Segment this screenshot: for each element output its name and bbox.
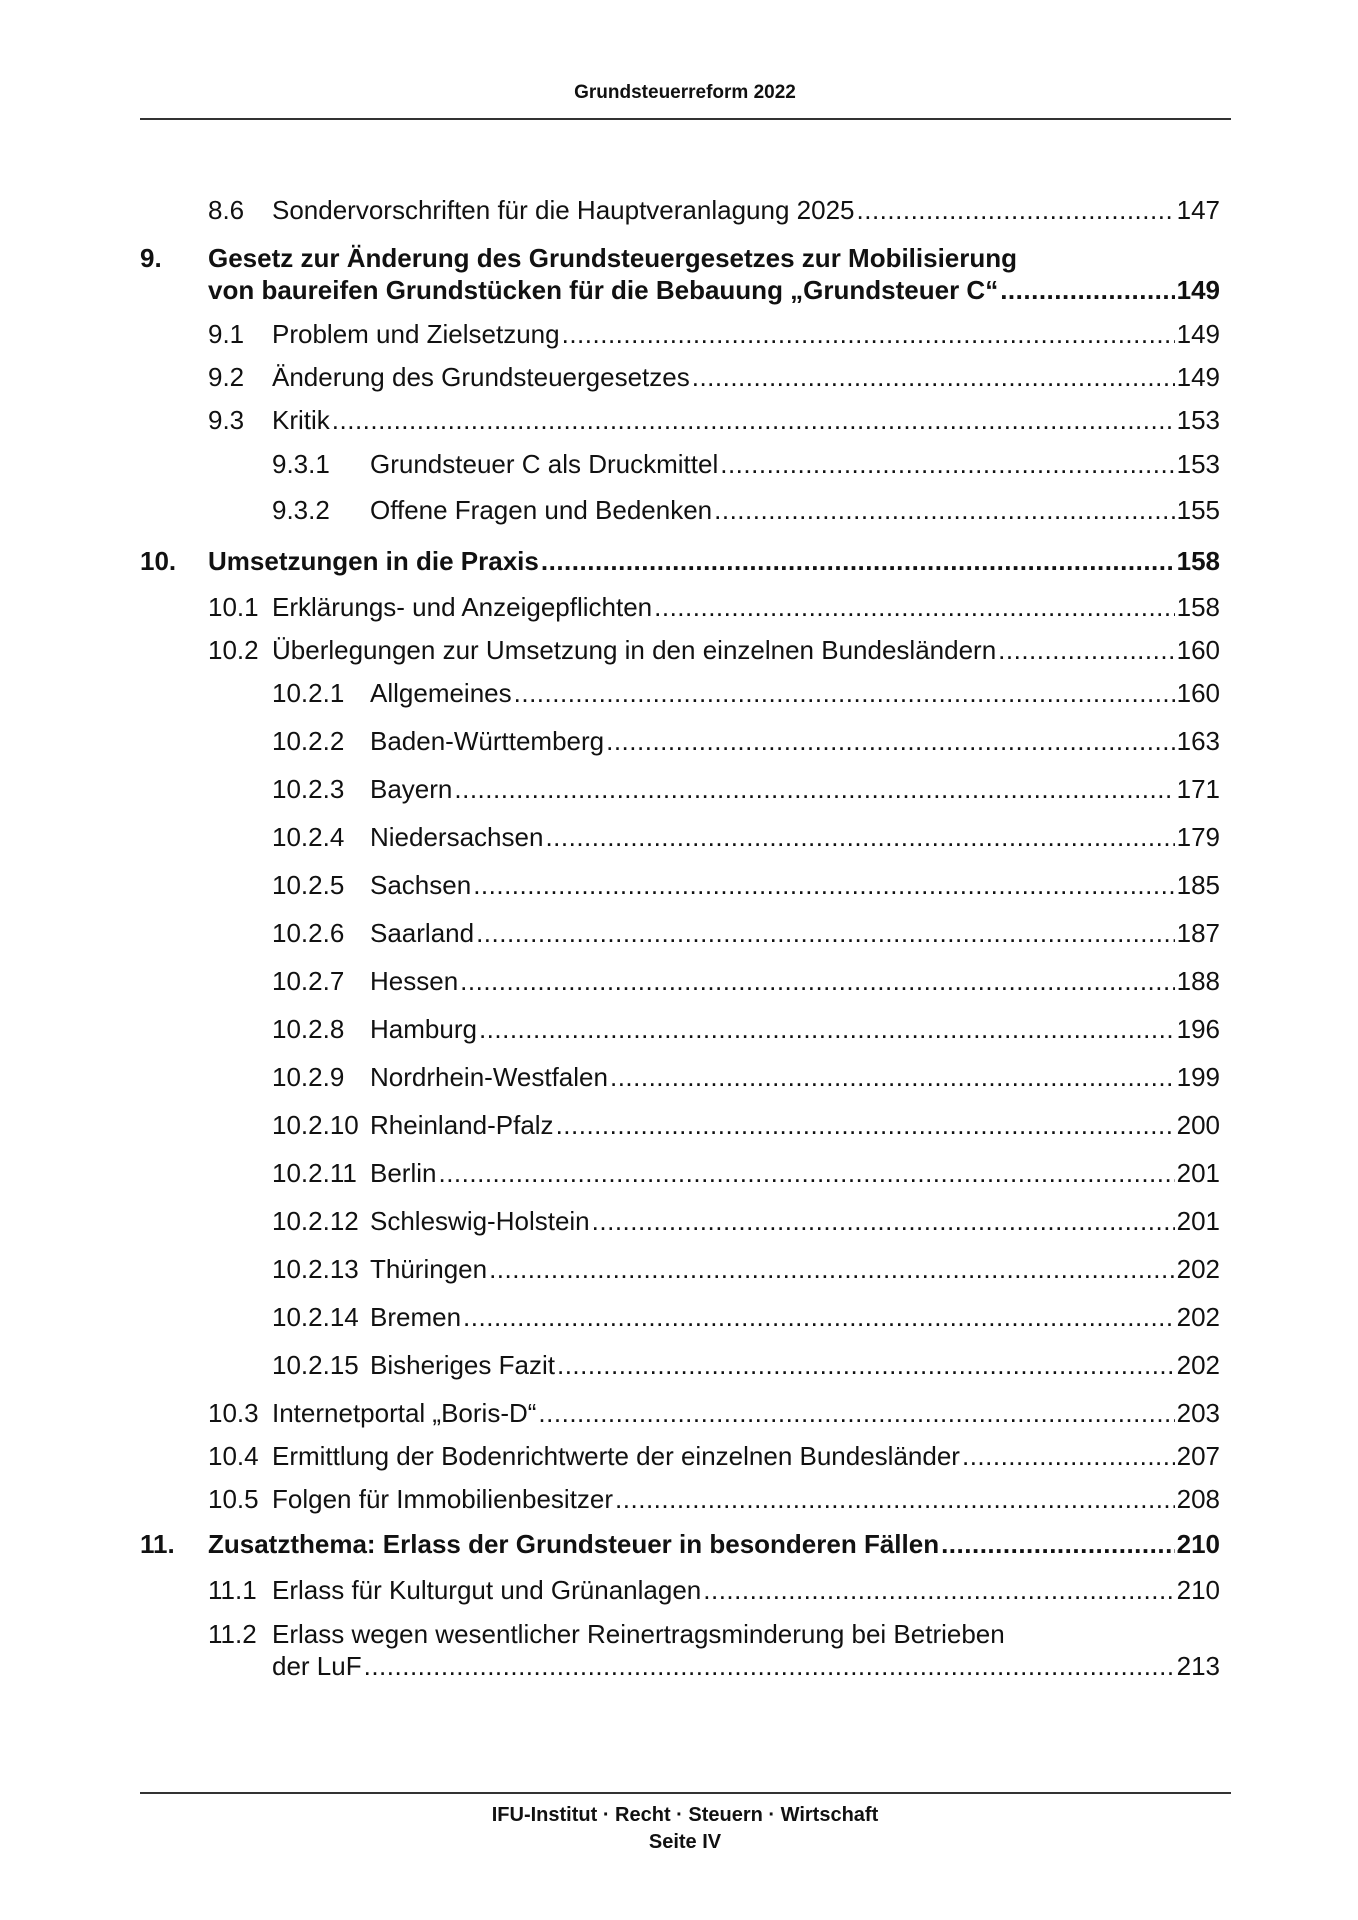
- toc-number: 10.2.12: [272, 1206, 359, 1236]
- toc-page: 200: [1176, 1110, 1220, 1140]
- toc-number: 11.: [140, 1529, 175, 1559]
- toc-title: Bremen: [370, 1302, 462, 1332]
- toc-entry[interactable]: [208, 634, 1220, 666]
- toc-entry[interactable]: [272, 1157, 1220, 1189]
- toc-page: 155: [1176, 495, 1220, 525]
- toc-leader: [541, 545, 1175, 577]
- toc-title: Sondervorschriften für die Hauptveranlagung 2025: [272, 195, 855, 225]
- toc-number: 10.2.13: [272, 1254, 359, 1284]
- toc-leader: [454, 773, 1174, 805]
- toc-entry[interactable]: [272, 448, 1220, 480]
- toc-page: 203: [1176, 1398, 1220, 1428]
- toc-title-line1: Erlass wegen wesentlicher Reinertragsminderung bei Betrieben: [272, 1619, 1005, 1649]
- toc-entry[interactable]: [272, 1013, 1220, 1045]
- toc-title: Sachsen: [370, 870, 472, 900]
- toc-number: 10.: [140, 546, 177, 576]
- toc-title: Folgen für Immobilienbesitzer: [272, 1484, 614, 1514]
- toc-title: Überlegungen zur Umsetzung in den einzelnen Bundesländern: [272, 635, 997, 665]
- toc-title: Hessen: [370, 966, 459, 996]
- toc-page: 147: [1176, 195, 1220, 225]
- toc-number: 9.1: [208, 319, 245, 349]
- toc-number: 10.3: [208, 1398, 259, 1428]
- toc-entry[interactable]: [272, 965, 1220, 997]
- footer-rule: [140, 1792, 1231, 1794]
- toc-entry-line1[interactable]: [208, 1618, 1005, 1650]
- toc-page: 202: [1176, 1350, 1220, 1380]
- toc-number: 10.2.7: [272, 966, 345, 996]
- toc-title: Umsetzungen in die Praxis: [208, 546, 539, 576]
- toc-leader: [556, 1109, 1175, 1141]
- toc-page: 158: [1176, 546, 1220, 576]
- toc-page: 208: [1176, 1484, 1220, 1514]
- toc-entry[interactable]: [208, 361, 1220, 393]
- toc-title: Berlin: [370, 1158, 437, 1188]
- toc-page: 188: [1176, 966, 1220, 996]
- toc-entry[interactable]: [208, 1483, 1220, 1515]
- toc-page: 153: [1176, 449, 1220, 479]
- toc-entry[interactable]: [272, 725, 1220, 757]
- toc-page: 149: [1176, 362, 1220, 392]
- toc-title: Erklärungs- und Anzeigepflichten: [272, 592, 653, 622]
- toc-leader: [460, 965, 1174, 997]
- toc-number: 10.2.11: [272, 1158, 357, 1188]
- toc-number: 10.2.3: [272, 774, 345, 804]
- toc-page: 158: [1176, 592, 1220, 622]
- toc-number: 9.: [140, 243, 162, 273]
- toc-title: Baden-Württemberg: [370, 726, 605, 756]
- toc-leader: [479, 1013, 1175, 1045]
- toc-title: der LuF: [272, 1651, 362, 1681]
- toc-page: 149: [1176, 275, 1220, 305]
- toc-title: von baureifen Grundstücken für die Bebauung „Grundsteuer C“: [208, 275, 999, 305]
- toc-entry[interactable]: [272, 1253, 1220, 1285]
- header-rule: [140, 118, 1231, 120]
- toc-entry[interactable]: [272, 677, 1220, 709]
- toc-title: Nordrhein-Westfalen: [370, 1062, 608, 1092]
- toc-number: 9.2: [208, 362, 245, 392]
- toc-page: 187: [1176, 918, 1220, 948]
- toc-entry[interactable]: [208, 1440, 1220, 1472]
- toc-page: 210: [1176, 1575, 1220, 1605]
- toc-entry[interactable]: [208, 318, 1220, 350]
- toc-leader: [654, 591, 1174, 623]
- toc-page: 202: [1176, 1302, 1220, 1332]
- toc-entry[interactable]: [140, 545, 1220, 577]
- footer-institute: IFU-Institut · Recht · Steuern · Wirtschaft: [491, 1804, 879, 1826]
- toc-leader: [941, 1528, 1175, 1560]
- page-header: Grundsteuerreform 2022: [574, 82, 796, 103]
- toc-entry[interactable]: [208, 404, 1220, 436]
- toc-leader: [606, 725, 1175, 757]
- toc-title: Bisheriges Fazit: [370, 1350, 555, 1380]
- toc-page: 185: [1176, 870, 1220, 900]
- toc-entry[interactable]: [208, 194, 1220, 226]
- toc-number: 9.3: [208, 405, 245, 435]
- toc-leader: [438, 1157, 1174, 1189]
- toc-number: 10.2.5: [272, 870, 345, 900]
- toc-leader: [998, 634, 1174, 666]
- toc-entry[interactable]: [272, 917, 1220, 949]
- toc-title: Zusatzthema: Erlass der Grundsteuer in besonderen Fällen: [208, 1529, 940, 1559]
- toc-entry[interactable]: [272, 869, 1220, 901]
- toc-number: 10.2: [208, 635, 259, 665]
- toc-title: Kritik: [272, 405, 330, 435]
- toc-leader: [473, 869, 1174, 901]
- toc-title: Erlass für Kulturgut und Grünanlagen: [272, 1575, 702, 1605]
- toc-entry[interactable]: [208, 591, 1220, 623]
- toc-entry[interactable]: [208, 1397, 1220, 1429]
- toc-entry[interactable]: [208, 1574, 1220, 1606]
- toc-page: 201: [1176, 1206, 1220, 1236]
- toc-leader: [562, 318, 1175, 350]
- toc-leader: [610, 1061, 1175, 1093]
- toc-number: 10.2.1: [272, 678, 345, 708]
- toc-leader: [615, 1483, 1175, 1515]
- toc-leader: [514, 677, 1175, 709]
- toc-page: 179: [1176, 822, 1220, 852]
- toc-page: 207: [1176, 1441, 1220, 1471]
- toc-title: Bayern: [370, 774, 453, 804]
- toc-number: 10.2.8: [272, 1014, 345, 1044]
- toc-leader: [538, 1397, 1174, 1429]
- toc-entry[interactable]: [272, 1109, 1220, 1141]
- toc-entry[interactable]: [272, 1349, 1220, 1381]
- toc-leader: [332, 404, 1175, 436]
- toc-leader: [592, 1205, 1175, 1237]
- toc-number: 8.6: [208, 195, 245, 225]
- toc-number: 10.2.15: [272, 1350, 359, 1380]
- footer-page-number: Seite IV: [648, 1831, 722, 1853]
- toc-entry[interactable]: [272, 1650, 1220, 1682]
- toc-title-line1: Gesetz zur Änderung des Grundsteuergesetzes zur Mobilisierung: [208, 243, 1018, 273]
- toc-leader: [463, 1301, 1175, 1333]
- toc-page: 199: [1176, 1062, 1220, 1092]
- toc-leader: [962, 1440, 1175, 1472]
- toc-entry-line1[interactable]: [140, 242, 1017, 274]
- toc-entry[interactable]: [272, 821, 1220, 853]
- toc-number: 9.3.2: [272, 495, 330, 525]
- toc-leader: [714, 494, 1174, 526]
- toc-title: Änderung des Grundsteuergesetzes: [272, 362, 690, 392]
- toc-number: 10.2.9: [272, 1062, 345, 1092]
- toc-title: Thüringen: [370, 1254, 488, 1284]
- toc-number: 9.3.1: [272, 449, 330, 479]
- toc-title: Rheinland-Pfalz: [370, 1110, 554, 1140]
- toc-title: Schleswig-Holstein: [370, 1206, 590, 1236]
- toc-entry[interactable]: [208, 274, 1220, 306]
- toc-leader: [364, 1650, 1175, 1682]
- toc-entry[interactable]: [272, 773, 1220, 805]
- toc-title: Saarland: [370, 918, 475, 948]
- toc-page: 149: [1176, 319, 1220, 349]
- toc-number: 10.2.14: [272, 1302, 359, 1332]
- toc-title: Ermittlung der Bodenrichtwerte der einzelnen Bundesländer: [272, 1441, 960, 1471]
- toc-number: 10.4: [208, 1441, 259, 1471]
- toc-page: 210: [1176, 1529, 1220, 1559]
- toc-title: Hamburg: [370, 1014, 477, 1044]
- toc-title: Problem und Zielsetzung: [272, 319, 560, 349]
- toc-leader: [692, 361, 1175, 393]
- toc-leader: [1000, 274, 1174, 306]
- toc-page: 160: [1176, 635, 1220, 665]
- toc-entry[interactable]: [140, 1528, 1220, 1560]
- toc-number: 10.2.10: [272, 1110, 359, 1140]
- toc-leader: [703, 1574, 1174, 1606]
- toc-number: 10.2.4: [272, 822, 345, 852]
- toc-leader: [489, 1253, 1175, 1285]
- toc-leader: [545, 821, 1174, 853]
- toc-page: 196: [1176, 1014, 1220, 1044]
- toc-entry[interactable]: [272, 1301, 1220, 1333]
- toc-leader: [720, 448, 1174, 480]
- toc-page: 213: [1176, 1651, 1220, 1681]
- toc-title: Internetportal „Boris-D“: [272, 1398, 537, 1428]
- toc-title: Offene Fragen und Bedenken: [370, 495, 713, 525]
- toc-leader: [857, 194, 1175, 226]
- toc-leader: [476, 917, 1175, 949]
- toc-number: 10.2.2: [272, 726, 345, 756]
- toc-number: 11.2: [208, 1619, 257, 1649]
- toc-page: 153: [1176, 405, 1220, 435]
- toc-number: 10.1: [208, 592, 259, 622]
- toc-title: Grundsteuer C als Druckmittel: [370, 449, 719, 479]
- toc-number: 11.1: [208, 1575, 257, 1605]
- toc-number: 10.2.6: [272, 918, 345, 948]
- toc-number: 10.5: [208, 1484, 259, 1514]
- toc-entry[interactable]: [272, 1061, 1220, 1093]
- toc-page: 160: [1176, 678, 1220, 708]
- toc-leader: [557, 1349, 1175, 1381]
- toc-entry[interactable]: [272, 1205, 1220, 1237]
- toc-title: Niedersachsen: [370, 822, 544, 852]
- toc-page: 202: [1176, 1254, 1220, 1284]
- toc-page: 201: [1176, 1158, 1220, 1188]
- toc-page: 171: [1176, 774, 1220, 804]
- toc-entry[interactable]: [272, 494, 1220, 526]
- toc-title: Allgemeines: [370, 678, 512, 708]
- toc-page: 163: [1176, 726, 1220, 756]
